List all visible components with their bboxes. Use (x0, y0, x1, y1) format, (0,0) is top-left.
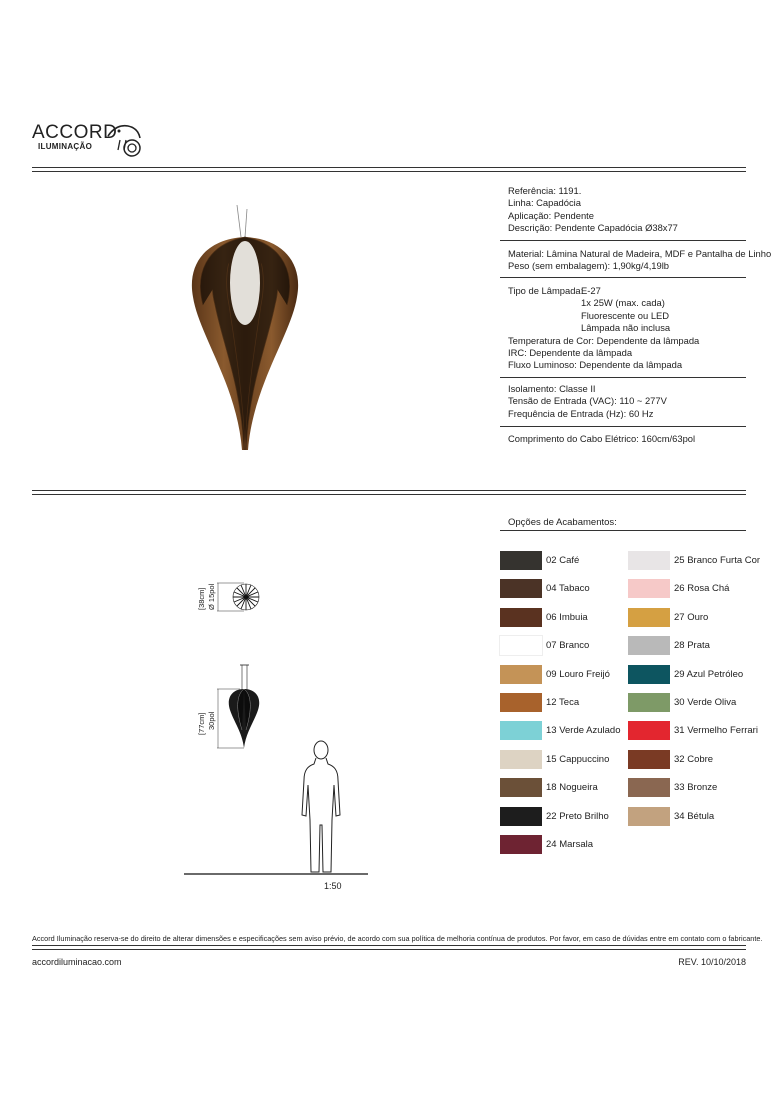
finish-swatch (628, 551, 670, 570)
footer-website[interactable]: accordiluminacao.com (32, 957, 122, 967)
finish-label: 27 Ouro (674, 611, 709, 623)
top-view-dim-pol: Ø 15pol (207, 583, 216, 610)
finish-label: 32 Cobre (674, 753, 714, 765)
finish-swatch (500, 608, 542, 627)
spec-line: Frequência de Entrada (Hz): 60 Hz (508, 407, 654, 419)
finish-swatch (500, 579, 542, 598)
finish-label: 15 Cappuccino (546, 753, 610, 765)
header-divider (32, 167, 746, 172)
finish-swatch (500, 807, 542, 826)
chameleon-icon (106, 120, 148, 158)
spec-line: Descrição: Pendente Capadócia Ø38x77 (508, 222, 678, 234)
finish-swatch (628, 778, 670, 797)
finish-label: 09 Louro Freijó (546, 668, 610, 680)
spec-line: Aplicação: Pendente (508, 209, 595, 221)
top-view-drawing (217, 583, 259, 611)
spec-line: Fluorescente ou LED (581, 309, 670, 321)
finish-swatch (628, 721, 670, 740)
side-view-dim-pol: 30pol (207, 711, 216, 730)
top-view-dim-cm: [38cm] (197, 587, 206, 610)
brand-subtitle: ILUMINAÇÃO (38, 142, 93, 151)
human-scale-figure (302, 741, 340, 872)
finish-swatch (628, 750, 670, 769)
spec-line: Material: Lâmina Natural de Madeira, MDF e Pantalha de Linho (508, 248, 772, 259)
brand-name: ACCORD (32, 122, 118, 143)
finish-label: 07 Branco (546, 640, 590, 652)
finish-label: 26 Rosa Chá (674, 583, 730, 595)
finish-label: 31 Vermelho Ferrari (674, 725, 758, 737)
spec-material (508, 248, 772, 273)
finish-swatch (500, 693, 542, 712)
finish-swatch (500, 750, 542, 769)
finish-label: 34 Bétula (674, 810, 715, 822)
drawing-scale: 1:50 (324, 881, 342, 891)
spec-line: Linha: Capadócia (508, 197, 581, 209)
spec-line: Isolamento: Classe II (508, 383, 596, 394)
finish-label: 18 Nogueira (546, 782, 598, 794)
finish-label: 29 Azul Petróleo (674, 668, 744, 680)
finish-label: 30 Verde Oliva (674, 697, 737, 708)
spec-line: 1x 25W (max. cada) (581, 297, 665, 309)
side-view-dim-cm: [77cm] (197, 712, 206, 735)
finish-swatch (500, 778, 542, 797)
finish-label: 13 Verde Azulado (546, 725, 621, 737)
footer-disclaimer: Accord Iluminação reserva-se do direito de alterar dimensões e especificações sem aviso prévio, de acordo com sua política de melhoria contínua de produtos. Por favor, em caso de dúvidas entre em contato com o fabricante. (32, 934, 763, 943)
spec-line: Tensão de Entrada (VAC): 110 ~ 277V (508, 395, 667, 407)
spec-line: Lâmpada não inclusa (581, 322, 671, 334)
finishes-divider (500, 530, 746, 531)
finish-swatch (628, 608, 670, 627)
finish-swatch (628, 579, 670, 598)
finish-swatch (500, 721, 542, 740)
finish-swatch (628, 636, 670, 655)
spec-line: Comprimento do Cabo Elétrico: 160cm/63pol (508, 433, 696, 444)
spec-line: IRC: Dependente da lâmpada (508, 347, 633, 359)
spec-line: Referência: 1191. (508, 185, 582, 196)
product-photo (185, 205, 305, 455)
spec-cable (508, 433, 748, 445)
spec-divider (500, 377, 746, 378)
brand-logo (32, 118, 147, 160)
side-view-drawing (217, 665, 259, 748)
finish-label: 33 Bronze (674, 782, 718, 794)
lamp-type-label: Tipo de Lâmpada: (508, 285, 584, 296)
spec-lamp (508, 285, 748, 372)
footer-revision: REV. 10/10/2018 (678, 957, 746, 967)
spec-identity (508, 185, 748, 235)
spec-line: E-27 (581, 285, 601, 296)
finish-swatch (500, 835, 542, 854)
finish-swatch (500, 665, 542, 684)
finish-swatch (500, 551, 542, 570)
finish-label: 24 Marsala (546, 839, 593, 850)
footer-divider (32, 945, 746, 950)
technical-drawing (180, 570, 370, 880)
finish-swatch (628, 807, 670, 826)
spec-line: Peso (sem embalagem): 1,90kg/4,19lb (508, 260, 670, 272)
finish-label: 25 Branco Furta Cor (674, 555, 761, 566)
finish-label: 12 Teca (546, 697, 580, 708)
finish-label: 04 Tabaco (546, 583, 590, 595)
finish-label: 28 Prata (674, 640, 710, 652)
spec-line: Fluxo Luminoso: Dependente da lâmpada (508, 359, 683, 371)
spec-divider (500, 277, 746, 278)
spec-line: Temperatura de Cor: Dependente da lâmpada (508, 334, 700, 346)
spec-divider (500, 426, 746, 427)
finish-swatch (628, 665, 670, 684)
finish-label: 22 Preto Brilho (546, 810, 609, 822)
finish-swatch (628, 693, 670, 712)
spec-divider (500, 240, 746, 241)
finishes-title: Opções de Acabamentos: (508, 517, 617, 528)
section-divider (32, 490, 746, 495)
finish-label: 02 Café (546, 555, 580, 566)
spec-electrical (508, 383, 748, 420)
finish-swatch (500, 636, 542, 655)
finish-label: 06 Imbuia (546, 611, 588, 623)
